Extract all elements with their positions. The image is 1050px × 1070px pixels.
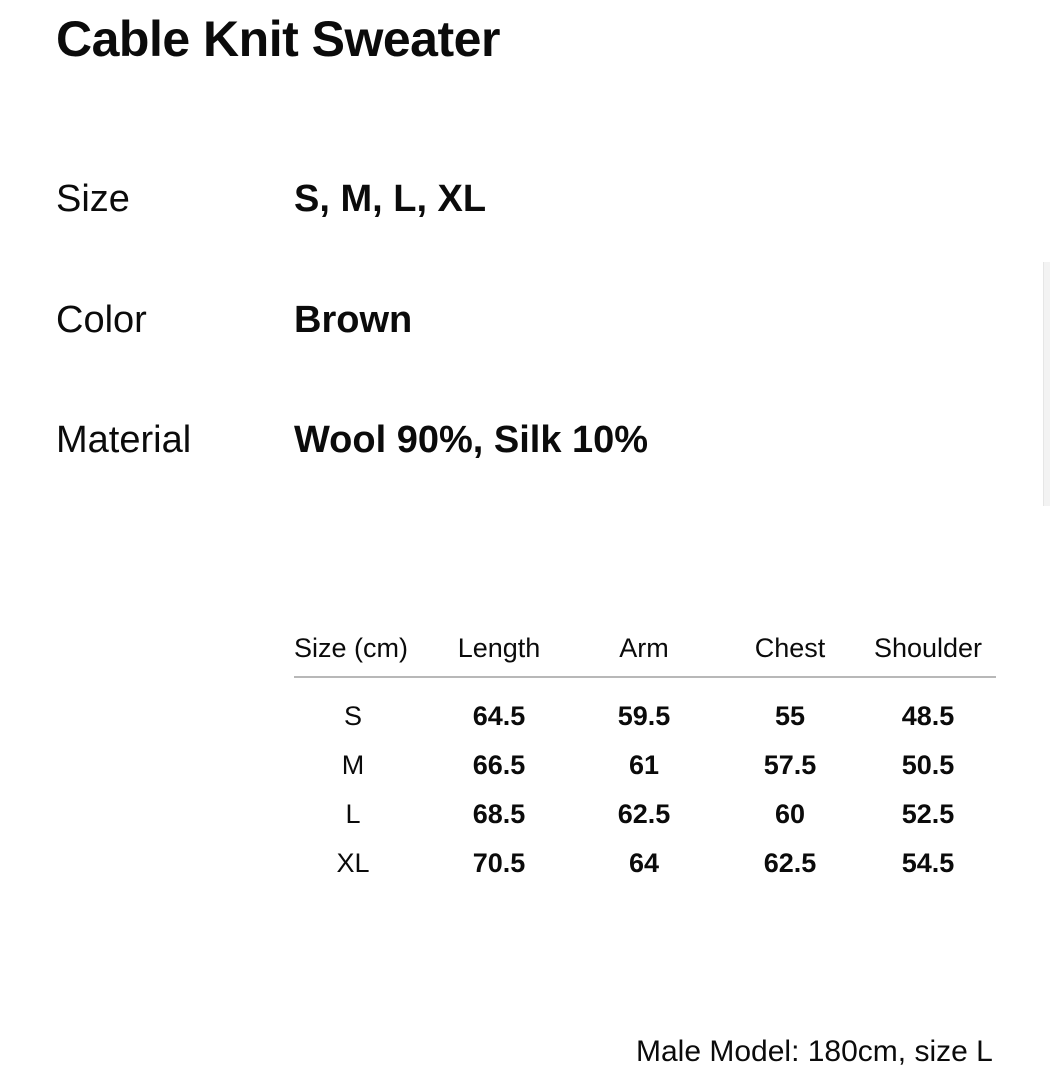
header-arm: Arm — [568, 620, 720, 677]
length-cell: 64.5 — [472, 701, 526, 731]
shoulder-cell: 54.5 — [901, 848, 955, 878]
size-cell: S — [343, 701, 362, 731]
spec-size-row — [56, 174, 856, 224]
size-chart-table — [294, 620, 996, 888]
spec-color-value: Brown — [294, 299, 413, 341]
header-size: Size (cm) — [294, 620, 430, 677]
length-cell: 66.5 — [472, 750, 526, 780]
arm-cell: 61 — [628, 750, 660, 780]
model-size-note: Male Model: 180cm, size L — [636, 1035, 993, 1068]
header-shoulder: Shoulder — [860, 620, 996, 677]
arm-cell: 62.5 — [617, 799, 671, 829]
table-row — [294, 790, 996, 839]
length-cell: 70.5 — [472, 848, 526, 878]
header-chest: Chest — [720, 620, 860, 677]
chest-cell: 57.5 — [763, 750, 817, 780]
size-cell: L — [345, 799, 361, 829]
spec-material-value: Wool 90%, Silk 10% — [294, 419, 649, 461]
arm-cell: 64 — [628, 848, 660, 878]
shoulder-cell: 52.5 — [901, 799, 955, 829]
arm-cell: 59.5 — [617, 701, 671, 731]
chest-cell: 55 — [774, 701, 806, 731]
scrollbar-track[interactable] — [1043, 262, 1050, 506]
chest-cell: 62.5 — [763, 848, 817, 878]
spec-color-row — [56, 295, 856, 345]
spec-material-row — [56, 415, 856, 465]
chest-cell: 60 — [774, 799, 806, 829]
table-row — [294, 677, 996, 741]
spec-size-label: Size — [56, 178, 130, 220]
header-length: Length — [430, 620, 568, 677]
table-row — [294, 839, 996, 888]
shoulder-cell: 48.5 — [901, 701, 955, 731]
size-cell: XL — [336, 848, 370, 878]
spec-material-label: Material — [56, 419, 192, 461]
size-cell: M — [341, 750, 365, 780]
shoulder-cell: 50.5 — [901, 750, 955, 780]
table-row — [294, 741, 996, 790]
product-title: Cable Knit Sweater — [56, 11, 500, 67]
spec-size-value: S, M, L, XL — [294, 178, 487, 220]
length-cell: 68.5 — [472, 799, 526, 829]
spec-color-label: Color — [56, 299, 147, 341]
size-chart-header-row — [294, 620, 996, 677]
